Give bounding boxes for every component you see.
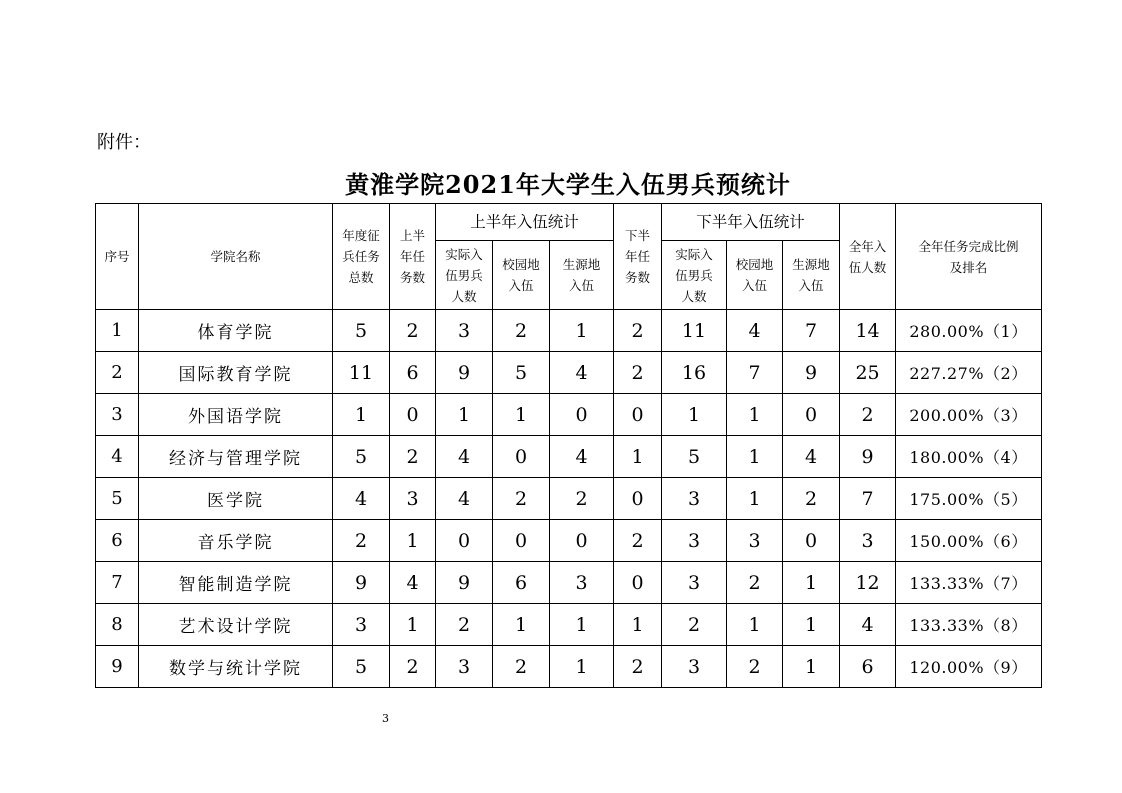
header-line: 伍男兵 [675, 267, 713, 283]
cell-ratio: 200.00%（3） [896, 394, 1042, 436]
header-line: 实际入 [675, 246, 713, 262]
cell-h2-task: 0 [614, 562, 662, 604]
table-header [96, 204, 1042, 310]
cell-annual-task: 4 [333, 478, 390, 520]
table-row [96, 394, 1042, 436]
cell-h2-origin: 1 [783, 562, 840, 604]
header-line: 务数 [625, 270, 651, 285]
header-line: 校园地 [735, 257, 774, 272]
header-line: 人数 [451, 288, 477, 304]
header-line: 生源地 [562, 257, 601, 272]
cell-index: 1 [96, 310, 139, 352]
header-line: 务数 [399, 270, 425, 285]
header-college: 学院名称 [139, 204, 333, 310]
cell-h2-campus: 1 [727, 394, 783, 436]
header-h1-origin [550, 241, 614, 310]
cell-total: 25 [840, 352, 896, 394]
cell-total: 12 [840, 562, 896, 604]
header-h2-campus [727, 241, 783, 310]
cell-college-name: 国际教育学院 [139, 352, 333, 394]
cell-h2-campus: 1 [727, 604, 783, 646]
cell-index: 7 [96, 562, 139, 604]
attachment-label: 附件： [97, 132, 151, 153]
cell-ratio: 180.00%（4） [896, 436, 1042, 478]
header-line: 兵任务 [342, 249, 380, 264]
cell-h2-campus: 2 [727, 562, 783, 604]
cell-h1-origin: 4 [550, 436, 614, 478]
cell-college-name: 智能制造学院 [139, 562, 333, 604]
cell-annual-task: 9 [333, 562, 390, 604]
cell-total: 6 [840, 646, 896, 688]
header-line: 人数 [681, 288, 707, 304]
cell-total: 14 [840, 310, 896, 352]
header-line: 及排名 [949, 259, 988, 275]
cell-h2-actual: 2 [662, 604, 727, 646]
cell-college-name: 外国语学院 [139, 394, 333, 436]
header-line: 入伍 [508, 278, 534, 293]
cell-ratio: 175.00%（5） [896, 478, 1042, 520]
cell-h2-actual: 11 [662, 310, 727, 352]
cell-h2-task: 2 [614, 646, 662, 688]
cell-college-name: 体育学院 [139, 310, 333, 352]
cell-h2-origin: 1 [783, 604, 840, 646]
cell-h2-campus: 2 [727, 646, 783, 688]
cell-h2-actual: 3 [662, 478, 727, 520]
header-h1-campus [493, 241, 550, 310]
cell-annual-task: 1 [333, 394, 390, 436]
cell-index: 6 [96, 520, 139, 562]
header-ratio [896, 204, 1042, 310]
cell-annual-task: 11 [333, 352, 390, 394]
cell-ratio: 133.33%（7） [896, 562, 1042, 604]
cell-h1-campus: 5 [493, 352, 550, 394]
cell-h2-campus: 3 [727, 520, 783, 562]
cell-h2-campus: 4 [727, 310, 783, 352]
header-line: 入伍 [569, 278, 595, 293]
header-line: 伍人数 [848, 259, 887, 275]
cell-h1-actual: 1 [436, 394, 493, 436]
cell-ratio: 120.00%（9） [896, 646, 1042, 688]
cell-h1-actual: 2 [436, 604, 493, 646]
cell-h1-origin: 0 [550, 520, 614, 562]
table-body [96, 310, 1042, 688]
page-number: 3 [382, 712, 389, 725]
cell-h1-task: 6 [390, 352, 436, 394]
cell-index: 3 [96, 394, 139, 436]
cell-h2-origin: 9 [783, 352, 840, 394]
header-line: 伍男兵 [445, 267, 483, 283]
cell-ratio: 150.00%（6） [896, 520, 1042, 562]
cell-index: 8 [96, 604, 139, 646]
cell-h2-task: 0 [614, 478, 662, 520]
cell-h2-actual: 16 [662, 352, 727, 394]
cell-h1-origin: 0 [550, 394, 614, 436]
cell-h2-campus: 1 [727, 478, 783, 520]
cell-total: 3 [840, 520, 896, 562]
cell-index: 9 [96, 646, 139, 688]
cell-college-name: 经济与管理学院 [139, 436, 333, 478]
header-h2-group: 下半年入伍统计 [662, 204, 840, 241]
cell-college-name: 艺术设计学院 [139, 604, 333, 646]
cell-h1-task: 1 [390, 520, 436, 562]
cell-h1-task: 2 [390, 436, 436, 478]
cell-h1-actual: 3 [436, 646, 493, 688]
cell-college-name: 数学与统计学院 [139, 646, 333, 688]
header-h2-actual [662, 241, 727, 310]
cell-annual-task: 2 [333, 520, 390, 562]
header-index: 序号 [96, 204, 139, 310]
cell-h1-actual: 4 [436, 478, 493, 520]
cell-h2-actual: 5 [662, 436, 727, 478]
header-h1-task [390, 204, 436, 310]
cell-annual-task: 5 [333, 646, 390, 688]
cell-h1-campus: 0 [493, 520, 550, 562]
cell-total: 2 [840, 394, 896, 436]
header-line: 校园地 [502, 257, 540, 272]
cell-annual-task: 5 [333, 310, 390, 352]
header-h1-group: 上半年入伍统计 [436, 204, 614, 241]
cell-ratio: 227.27%（2） [896, 352, 1042, 394]
cell-h2-task: 1 [614, 436, 662, 478]
header-h2-origin [783, 241, 840, 310]
header-line: 实际入 [445, 246, 483, 262]
cell-h2-origin: 0 [783, 394, 840, 436]
cell-total: 9 [840, 436, 896, 478]
header-total [840, 204, 896, 310]
cell-annual-task: 3 [333, 604, 390, 646]
header-line: 年任 [399, 249, 425, 264]
header-line: 年度征 [342, 228, 380, 243]
cell-college-name: 音乐学院 [139, 520, 333, 562]
header-h1-actual [436, 241, 493, 310]
header-line: 入伍 [798, 278, 824, 293]
cell-h1-campus: 6 [493, 562, 550, 604]
cell-h1-actual: 9 [436, 352, 493, 394]
header-line: 总数 [348, 270, 374, 285]
cell-h1-campus: 1 [493, 394, 550, 436]
cell-h2-actual: 1 [662, 394, 727, 436]
cell-college-name: 医学院 [139, 478, 333, 520]
cell-h1-origin: 3 [550, 562, 614, 604]
cell-h2-actual: 3 [662, 646, 727, 688]
cell-h2-origin: 2 [783, 478, 840, 520]
cell-h1-task: 0 [390, 394, 436, 436]
cell-ratio: 133.33%（8） [896, 604, 1042, 646]
table-row [96, 352, 1042, 394]
header-line: 上半 [399, 228, 425, 243]
cell-h1-actual: 4 [436, 436, 493, 478]
cell-h1-campus: 2 [493, 478, 550, 520]
cell-h1-task: 2 [390, 310, 436, 352]
cell-index: 4 [96, 436, 139, 478]
table-row [96, 478, 1042, 520]
cell-total: 7 [840, 478, 896, 520]
cell-h1-actual: 0 [436, 520, 493, 562]
cell-h1-actual: 9 [436, 562, 493, 604]
cell-annual-task: 5 [333, 436, 390, 478]
document-title: 黄淮学院2021年大学生入伍男兵预统计 [345, 170, 791, 199]
cell-h1-campus: 2 [493, 310, 550, 352]
header-h2-task [614, 204, 662, 310]
cell-h1-origin: 1 [550, 604, 614, 646]
cell-h1-actual: 3 [436, 310, 493, 352]
cell-h2-origin: 1 [783, 646, 840, 688]
cell-index: 5 [96, 478, 139, 520]
table-row [96, 436, 1042, 478]
cell-h1-origin: 4 [550, 352, 614, 394]
cell-h1-campus: 1 [493, 604, 550, 646]
header-line: 生源地 [792, 257, 830, 272]
cell-h1-origin: 2 [550, 478, 614, 520]
cell-h2-actual: 3 [662, 520, 727, 562]
cell-h2-origin: 0 [783, 520, 840, 562]
cell-h2-campus: 7 [727, 352, 783, 394]
table-row [96, 604, 1042, 646]
cell-h1-task: 1 [390, 604, 436, 646]
cell-h2-task: 2 [614, 520, 662, 562]
statistics-table [95, 203, 1042, 688]
table-row [96, 562, 1042, 604]
cell-h1-task: 2 [390, 646, 436, 688]
header-line: 全年任务完成比例 [918, 238, 1019, 254]
cell-h2-task: 2 [614, 352, 662, 394]
cell-h2-actual: 3 [662, 562, 727, 604]
cell-h2-task: 2 [614, 310, 662, 352]
cell-h1-origin: 1 [550, 646, 614, 688]
table-row [96, 646, 1042, 688]
cell-index: 2 [96, 352, 139, 394]
cell-h2-campus: 1 [727, 436, 783, 478]
header-annual-task [333, 204, 390, 310]
header-line: 全年入 [848, 238, 887, 254]
cell-ratio: 280.00%（1） [896, 310, 1042, 352]
cell-h1-task: 3 [390, 478, 436, 520]
header-line: 入伍 [742, 278, 768, 293]
cell-h2-task: 0 [614, 394, 662, 436]
cell-h2-origin: 4 [783, 436, 840, 478]
cell-h1-origin: 1 [550, 310, 614, 352]
cell-h1-task: 4 [390, 562, 436, 604]
header-line: 年任 [625, 249, 651, 264]
table-row [96, 310, 1042, 352]
cell-h1-campus: 0 [493, 436, 550, 478]
cell-h2-origin: 7 [783, 310, 840, 352]
cell-h1-campus: 2 [493, 646, 550, 688]
header-line: 下半 [625, 228, 651, 243]
cell-h2-task: 1 [614, 604, 662, 646]
table-row [96, 520, 1042, 562]
cell-total: 4 [840, 604, 896, 646]
